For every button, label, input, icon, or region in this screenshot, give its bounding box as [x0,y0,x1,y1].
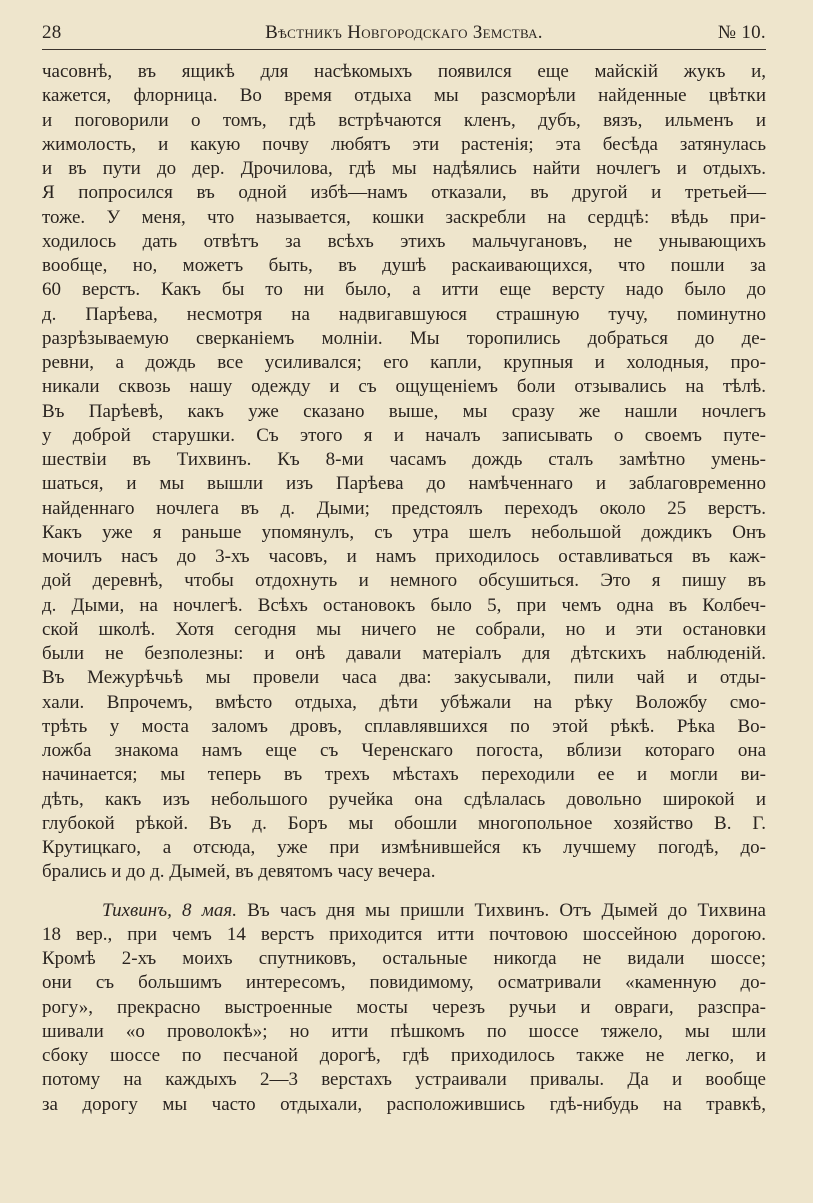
text-line: шивали «о проволокѣ»; но итти пѣшкомъ по шоссе тяжело, мы шли [42,1020,766,1042]
entry-date-heading: Тихвинъ, 8 мая. [102,899,237,921]
text-line: никали сквозь нашу одежду и съ ощущеніемъ боли отзывались на тѣлѣ. [42,376,766,398]
text-line: брались и до д. Дымей, въ девятомъ часу вечера. [42,861,436,883]
text-line: были не безполезны: и онѣ давали матеріалъ для дѣтскихъ наблюденій. [42,643,766,664]
text-line: они съ большимъ интересомъ, повидимому, осматривали «каменную до- [42,972,766,994]
text-line: д. Парѣева, несмотря на надвигавшуюся страшную тучу, поминутно [42,303,766,325]
text-line: Какъ уже я раньше упомянулъ, съ утра шелъ небольшой дождикъ Онъ [42,521,766,543]
text-line: трѣть у моста заломъ дровъ, сплавлявшихся по этой рѣкѣ. Рѣка Во- [42,715,766,737]
journal-title: Вѣстникъ Новгородскаго Земства. [265,22,543,43]
text-line: Кромѣ 2-хъ моихъ спутниковъ, остальные никогда не видали шоссе; [42,948,766,969]
text-line: начинается; мы теперь въ трехъ мѣстахъ переходили ее и могли ви- [42,764,766,786]
article-body [42,60,766,1117]
paragraph-2 [42,899,766,1117]
text-line: сбоку шоссе по песчаной дорогѣ, гдѣ приходилось также не легко, и [42,1045,766,1066]
paragraph-2-first-line [42,899,766,923]
text-line: дой деревнѣ, чтобы отдохнуть и немного обсушиться. Это я пишу въ [42,570,766,592]
text-line: Крутицкаго, а отсюда, уже при измѣнившейся къ лучшему погодѣ, до- [42,837,766,858]
text-line: ревни, а дождь все усиливался; его капли, крупныя и холодныя, про- [42,352,766,373]
text-line: часовнѣ, въ ящикѣ для насѣкомыхъ появился еще майскій жукъ и, [42,61,766,82]
text-line: потому на каждыхъ 2—3 верстахъ устраивали привалы. Да и вообще [42,1069,766,1091]
text-line: Я попросился въ одной избѣ—намъ отказали, въ другой и третьей— [42,182,766,204]
text-line: ской школѣ. Хотя сегодня мы ничего не собрали, но и эти остановки [42,618,766,640]
text-line: ложба знакома намъ еще съ Черенскаго погоста, вблизи котораго она [42,740,766,761]
text-line: и въ пути до дер. Дрочилова, гдѣ мы надѣялись найти ночлегъ и отдыхъ. [42,158,766,179]
page-number: 28 [42,22,62,43]
text-line: шествіи въ Тихвинъ. Къ 8-ми часамъ дождь сталъ замѣтно умень- [42,449,766,470]
text-line: за дорогу мы часто отдыхали, расположившись гдѣ-нибудь на травкѣ, [42,1093,766,1115]
text-line: вообще, но, можетъ быть, въ душѣ раскаивающихся, что пошли за [42,255,766,276]
paragraph-gap [42,885,766,899]
text-line: кажется, флорница. Во время отдыха мы разсморѣли найденные цвѣтки [42,85,766,107]
text-line: хали. Впрочемъ, вмѣсто отдыха, дѣти убѣжали на рѣку Воложбу смо- [42,691,766,713]
text-line: 18 вер., при чемъ 14 верстъ приходится итти почтовою шоссейною дорогою. [42,923,766,945]
text-line: дѣть, какъ изъ небольшого ручейка она сдѣлалась довольно широкой и [42,788,766,810]
text-line: разрѣзываемую сверканіемъ молніи. Мы торопились добраться до де- [42,327,766,349]
paragraph-2-first-line-text: Въ часъ дня мы пришли Тихвинъ. Отъ Дымей до Тихвина [247,899,766,921]
issue-number: № 10. [717,22,766,43]
text-line: глубокой рѣкой. Въ д. Боръ мы обошли многопольное хозяйство В. Г. [42,812,766,834]
text-line: Въ Парѣевѣ, какъ уже сказано выше, мы сразу же нашли ночлегъ [42,400,766,422]
text-line: д. Дыми, на ночлегѣ. Всѣхъ остановокъ было 5, при чемъ одна въ Колбеч- [42,594,766,616]
text-line: рогу», прекрасно выстроенные мосты черезъ ручьи и овраги, разспра- [42,996,766,1018]
text-line: найденнаго ночлега въ д. Дыми; предстоялъ переходъ около 25 верстъ. [42,497,766,519]
running-header [42,22,766,50]
header-rule [42,49,766,50]
text-line: шаться, и мы вышли изъ Парѣева до намѣченнаго и заблаговременно [42,473,766,495]
text-line: мочилъ насъ до 3-хъ часовъ, и намъ приходилось оставливаться въ каж- [42,546,766,567]
paragraph-1 [42,60,766,885]
text-line: Въ Межурѣчьѣ мы провели часа два: закусывали, пили чай и отды- [42,667,766,689]
text-line: жимолость, и какую почву любятъ эти растенія; эта бесѣда затянулась [42,133,766,155]
text-line: и поговорили о томъ, гдѣ встрѣчаются кленъ, дубъ, вязъ, ильменъ и [42,109,766,131]
text-line: 60 верстъ. Какъ бы то ни было, а итти еще версту надо было до [42,279,766,301]
text-line: у доброй старушки. Съ этого я и началъ записывать о своемъ путе- [42,424,766,446]
text-line: ходилось дать отвѣтъ за всѣхъ этихъ мальчугановъ, не унывающихъ [42,230,766,252]
text-line: тоже. У меня, что называется, кошки заскребли на сердцѣ: вѣдь при- [42,206,766,228]
